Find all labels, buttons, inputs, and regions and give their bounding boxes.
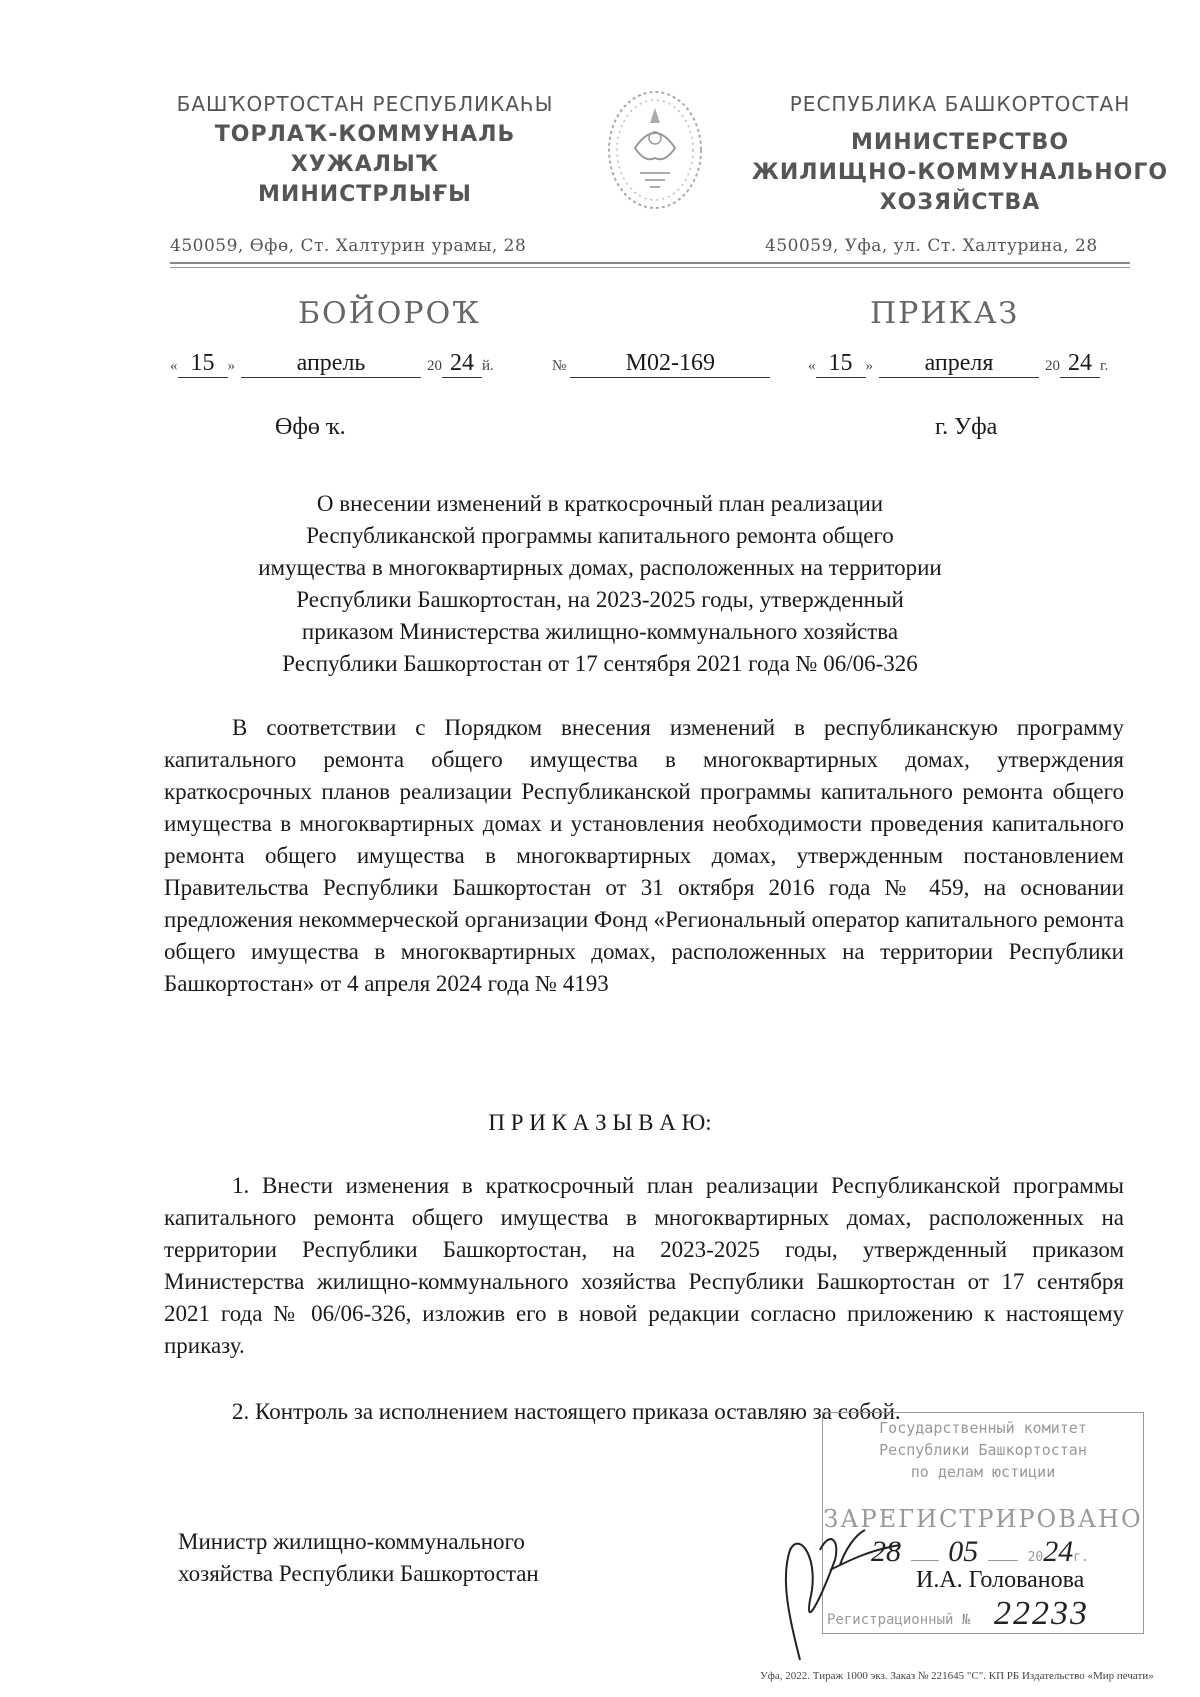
header-right-ministry: [745, 128, 1175, 218]
header-right-ministry-line3: ХОЗЯЙСТВА: [879, 190, 1041, 215]
date-left-month: апрель: [241, 350, 421, 378]
title-line-4: Республики Башкортостан, на 2023-2025 годы, утвержденный: [296, 587, 904, 612]
stamp-authority: [823, 1417, 1143, 1483]
stamp-reg-number: 22233: [993, 1595, 1089, 1632]
signatory-position-line2: хозяйства Республики Башкортостан: [178, 1561, 539, 1586]
stamp-date-century: 20: [1027, 1550, 1044, 1565]
coat-of-arms-emblem: [600, 78, 710, 218]
title-line-5: приказом Министерства жилищно-коммунального хозяйства: [301, 619, 899, 644]
print-info-footer: Уфа, 2022. Тираж 1000 экз. Заказ № 221645 "С". КП РБ Издательство «Мир печати»: [760, 1670, 1154, 1682]
stamp-line-2: Республики Башкортостан: [879, 1441, 1087, 1459]
stamp-date-month: 05: [948, 1535, 979, 1568]
order-number: [552, 350, 770, 378]
stamp-date-year: 24: [1043, 1535, 1074, 1568]
title-line-3: имущества в многоквартирных домах, расположенных на территории: [258, 555, 942, 580]
signatory-position-line1: Министр жилищно-коммунального: [178, 1529, 525, 1554]
header-left-ministry-line2: ХУЖАЛЫҠ: [290, 152, 440, 177]
title-line-1: О внесении изменений в краткосрочный план реализации: [316, 491, 884, 516]
header-right-ministry-line2: ЖИЛИЩНО-КОММУНАЛЬНОГО: [751, 160, 1169, 185]
date-right-century: 20: [1045, 358, 1060, 374]
stamp-reg-label: Регистрационный №: [827, 1612, 971, 1628]
header-right-address: 450059, Уфа, ул. Ст. Халтурина, 28: [765, 236, 1098, 256]
date-left-close-quote: »: [227, 358, 235, 374]
doc-type-right: ПРИКАЗ: [870, 296, 1020, 331]
title-line-6: Республики Башкортостан от 17 сентября 2021 года № 06/06-326: [282, 651, 918, 676]
date-right-day: 15: [816, 350, 866, 378]
date-right-suffix: г.: [1100, 358, 1109, 374]
date-left-day: 15: [178, 350, 228, 378]
header-left-republic: БАШҠОРТОСТАН РЕСПУБЛИКАҺЫ: [176, 92, 554, 116]
header-left-ministry-line1: ТОРЛАҠ-КОММУНАЛЬ: [214, 122, 516, 147]
handwritten-signature: [760, 1520, 910, 1670]
header-divider: [170, 262, 1130, 268]
stamp-registered: ЗАРЕГИСТРИРОВАНО: [823, 1505, 1143, 1533]
date-left: [170, 350, 494, 378]
date-left-suffix: й.: [482, 358, 494, 374]
date-right-open-quote: «: [808, 358, 816, 374]
order-heading: П Р И К А З Ы В А Ю:: [488, 1110, 712, 1135]
city-left: Өфө ҡ.: [275, 414, 346, 440]
header-right-ministry-line1: МИНИСТЕРСТВО: [850, 130, 1070, 155]
date-left-open-quote: «: [170, 358, 178, 374]
header-left-ministry: [150, 120, 580, 210]
stamp-date-day: 28: [871, 1535, 901, 1568]
stamp-line-3: по делам юстиции: [910, 1463, 1056, 1481]
header-right-republic: РЕСПУБЛИКА БАШКОРТОСТАН: [789, 92, 1131, 116]
doc-type-left: БОЙОРОҠ: [298, 296, 481, 331]
order-item-1: 1. Внести изменения в краткосрочный план реализации Республиканской программы капитального ремонта общего имущества в многоквартирных домах, расположенных на территории Республики Башкортостан, на 2023-2025 годы, утвержденный приказом Министерства жилищно-коммунального хозяйства Республики Башкортостан от 17 сентября 2021 года № 06/06-326, изложив его в новой редакции согласно приложению к настоящему приказу.: [164, 1173, 1124, 1358]
number-value: М02-169: [570, 350, 770, 378]
date-right-close-quote: »: [865, 358, 873, 374]
title-line-2: Республиканской программы капитального ремонта общего: [306, 523, 894, 548]
header-left-ministry-line3: МИНИСТРЛЫҒЫ: [258, 182, 472, 207]
signatory-name: И.А. Голованова: [916, 1567, 1085, 1593]
date-right-month: апреля: [879, 350, 1039, 378]
date-left-year: 24: [442, 350, 482, 378]
document-title: [0, 488, 1200, 680]
date-right-year: 24: [1060, 350, 1100, 378]
preamble-paragraph: В соответствии с Порядком внесения изменений в республиканскую программу капитального ремонта общего имущества в многоквартирных домах, утверждения краткосрочных планов реализации Республиканской программы капитального ремонта общего имущества в многоквартирных домах и установления необходимости проведения капитального ремонта общего имущества в многоквартирных домах, утвержденным постановлением Правительства Республики Башкортостан от 31 октября 2016 года № 459, на основании предложения некоммерческой организации Фонд «Региональный оператор капитального ремонта общего имущества в многоквартирных домах, расположенных на территории Республики Башкортостан» от 4 апреля 2024 года № 4193: [164, 715, 1124, 996]
date-right: [808, 350, 1108, 378]
order-item-2: 2. Контроль за исполнением настоящего приказа оставляю за собой.: [232, 1399, 901, 1424]
header-left-address: 450059, Өфө, Ст. Халтурин урамы, 28: [170, 236, 527, 256]
stamp-line-1: Государственный комитет: [879, 1419, 1087, 1437]
stamp-date-suffix: г.: [1073, 1550, 1089, 1565]
number-sign: №: [552, 358, 567, 374]
city-right: г. Уфа: [935, 414, 998, 440]
date-left-century: 20: [427, 358, 442, 374]
signatory-position: [178, 1526, 539, 1590]
